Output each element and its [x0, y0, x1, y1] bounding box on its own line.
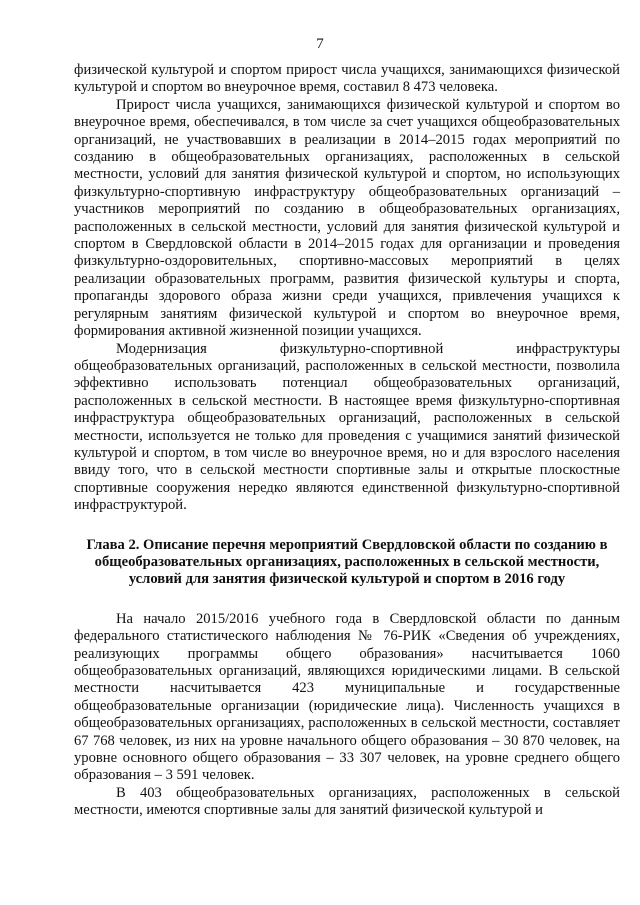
document-body: [74, 62, 620, 820]
paragraph-growth-reasons: Прирост числа учащихся, занимающихся физической культурой и спортом во внеурочное время, обеспечивался, в том числе за счет учащихся общеобразовательных организаций, не участвовавших в реализации в 2014–2015 годах мероприятий по созданию в общеобразовательных организациях, расположенных в сельской местности, условий для занятия физической культурой и спортом, но использующих физкультурно-спортивную инфраструктуру общеобразовательных организаций – участников мероприятий по созданию в общеобразовательных организациях, расположенных в сельской местности, условий для занятия физической культурой и спортом в Свердловской области в 2014–2015 годах для организации и проведения физкультурно-оздоровительных, спортивно-массовых мероприятий в целях реализации образовательных программ, развития физической культуры и спорта, пропаганды здорового образа жизни среди учащихся, привлечения учащихся к регулярным занятиям физической культурой и спортом во внеурочное время, формирования активной жизненной позиции учащихся.: [74, 96, 620, 340]
paragraph-sports-halls: В 403 общеобразовательных организациях, расположенных в сельской местности, имеются спортивные залы для занятий физической культурой и: [74, 784, 620, 819]
chapter-2-heading: Глава 2. Описание перечня мероприятий Свердловской области по созданию в общеобразовательных организациях, расположенных в сельской местности, условий для занятия физической культурой и спортом в 2016 году: [86, 536, 608, 588]
paragraph-school-year-stats: На начало 2015/2016 учебного года в Свердловской области по данным федерального статистического наблюдения № 76-РИК «Сведения об учреждениях, реализующих программы общего образования» насчитывается 1060 общеобразовательных организаций, являющихся юридическими лицами. В сельской местности насчитывается 423 муниципальные и государственные общеобразовательные организации (юридические лица). Численность учащихся в общеобразовательных организациях, расположенных в сельской местности, составляет 67 768 человек, из них на уровне начального общего образования – 30 870 человек, на уровне основного общего образования – 33 307 человек, на уровне среднего общего образования – 3 591 человек.: [74, 610, 620, 784]
paragraph-continuation: физической культурой и спортом прирост числа учащихся, занимающихся физической культурой и спортом во внеурочное время, составил 8 473 человека.: [74, 62, 620, 96]
paragraph-modernization: Модернизация физкультурно-спортивной инфраструктуры общеобразовательных организаций, расположенных в сельской местности, позволила эффективно использовать потенциал общеобразовательных организаций, расположенных в сельской местности. В настоящее время физкультурно-спортивная инфраструктура общеобразовательных организаций, расположенных в сельской местности, используется не только для проведения с учащимися занятий физической культурой и спортом, в том числе во внеурочное время, но и для взрослого населения ввиду того, что в сельской местности спортивные залы и открытые плоскостные спортивные сооружения нередко являются единственной физкультурно-спортивной инфраструктурой.: [74, 340, 620, 514]
page-number: 7: [316, 36, 324, 52]
